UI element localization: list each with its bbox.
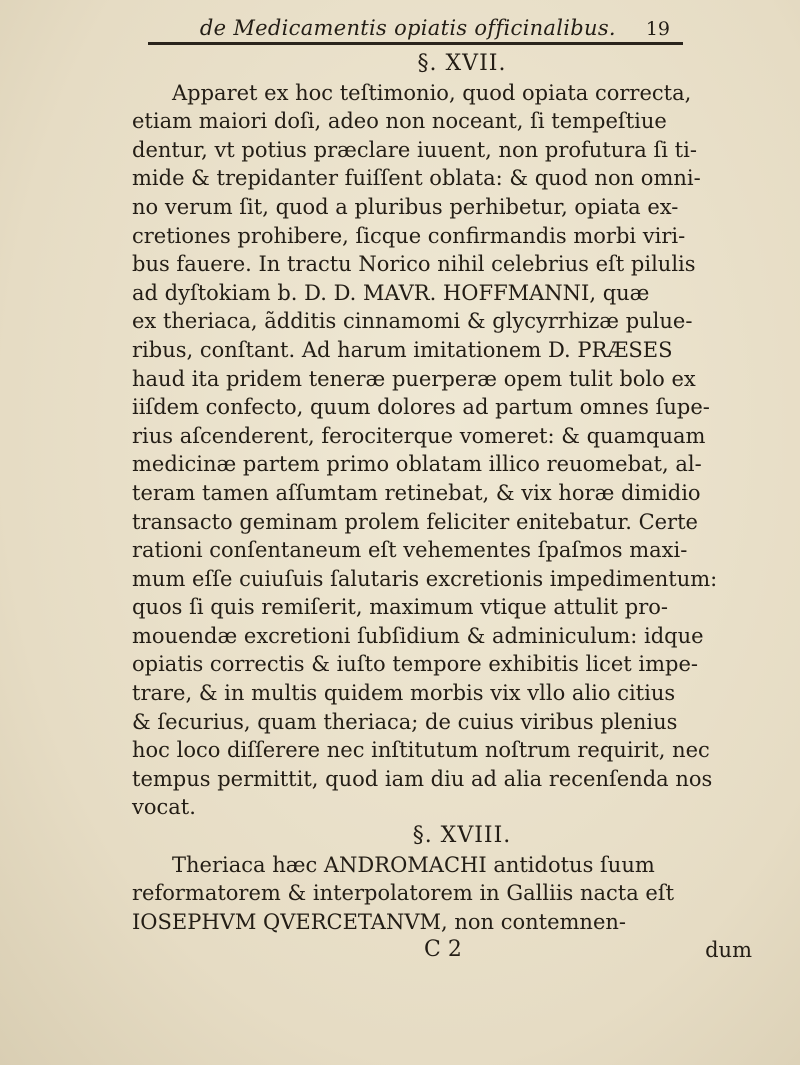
page-header [150, 6, 670, 40]
header-rule [148, 42, 683, 45]
text-line: mouendæ excretioni ſubſidium & adminiculum: idque [132, 623, 704, 648]
text-line: & ſecurius, quam theriaca; de cuius viribus plenius [132, 709, 678, 734]
text-line: haud ita pridem teneræ puerperæ opem tulit bolo ex [132, 366, 696, 391]
text-line: cretiones prohibere, ſicque confirmandis morbi viri- [132, 223, 686, 248]
text-line: mum eſſe cuiuſuis ſalutaris excretionis impedimentum: [132, 566, 718, 591]
text-line: hoc loco diſſerere nec inſtitutum noſtrum requirit, nec [132, 738, 710, 763]
text-line: trare, & in multis quidem morbis vix vllo alio citius [132, 681, 676, 706]
body-text [132, 50, 752, 964]
signature-mark: C 2 [424, 937, 462, 963]
text-line: rius aſcenderent, ferociterque vomeret: & quamquam [132, 423, 706, 448]
text-line: Apparet ex hoc teſtimonio, quod opiata correcta, [172, 80, 692, 105]
text-line: transacto geminam prolem feliciter enitebatur. Certe [132, 509, 698, 534]
section-xviii-lines [132, 851, 752, 937]
text-line: quos ſi quis remiſerit, maximum vtique attulit pro- [132, 595, 669, 620]
text-line: ex theriaca, ãdditis cinnamomi & glycyrrhizæ pulue- [132, 309, 693, 334]
text-line: IOSEPHVM QVERCETANVM, non contemnen- [132, 909, 627, 934]
page-footer [132, 936, 752, 964]
text-line: rationi conſentaneum eſt vehementes ſpaſmos maxi- [132, 538, 688, 563]
text-line: mide & trepidanter fuiſſent oblata: & quod non omni- [132, 166, 701, 191]
text-line: tempus permittit, quod iam diu ad alia recenſenda nos [132, 766, 713, 791]
running-title: de Medicamentis opiatis officinalibus. [199, 16, 616, 40]
text-line: no verum ſit, quod a pluribus perhibetur, opiata ex- [132, 194, 679, 219]
text-line: ribus, conſtant. Ad harum imitationem D. PRÆSES [132, 337, 673, 362]
catchword: dum [705, 938, 752, 963]
text-line: reformatorem & interpolatorem in Galliis nacta eſt [132, 881, 675, 906]
text-line: etiam maiori doſi, adeo non noceant, ſi tempeſtiue [132, 109, 667, 134]
text-line: dentur, vt potius præclare iuuent, non profutura ſi ti- [132, 137, 697, 162]
section-xvii-lines [132, 79, 752, 822]
text-line: ad dyſtokiam b. D. D. MAVR. HOFFMANNI, quæ [132, 280, 650, 305]
section-heading-xvii: §. XVII. [417, 51, 507, 76]
text-line: Theriaca hæc ANDROMACHI antidotus ſuum [172, 852, 655, 877]
text-line: teram tamen aſſumtam retinebat, & vix horæ dimidio [132, 480, 701, 505]
text-line: iiſdem confecto, quum dolores ad partum omnes ſupe- [132, 395, 710, 420]
text-line: medicinæ partem primo oblatam illico reuomebat, al- [132, 452, 702, 477]
text-line: bus fauere. In tractu Norico nihil celebrius eſt pilulis [132, 252, 696, 277]
page-number: 19 [645, 18, 670, 40]
text-line: opiatis correctis & iuſto tempore exhibitis licet impe- [132, 652, 698, 677]
text-line: vocat. [132, 795, 196, 820]
section-heading-xviii: §. XVIII. [412, 823, 512, 849]
